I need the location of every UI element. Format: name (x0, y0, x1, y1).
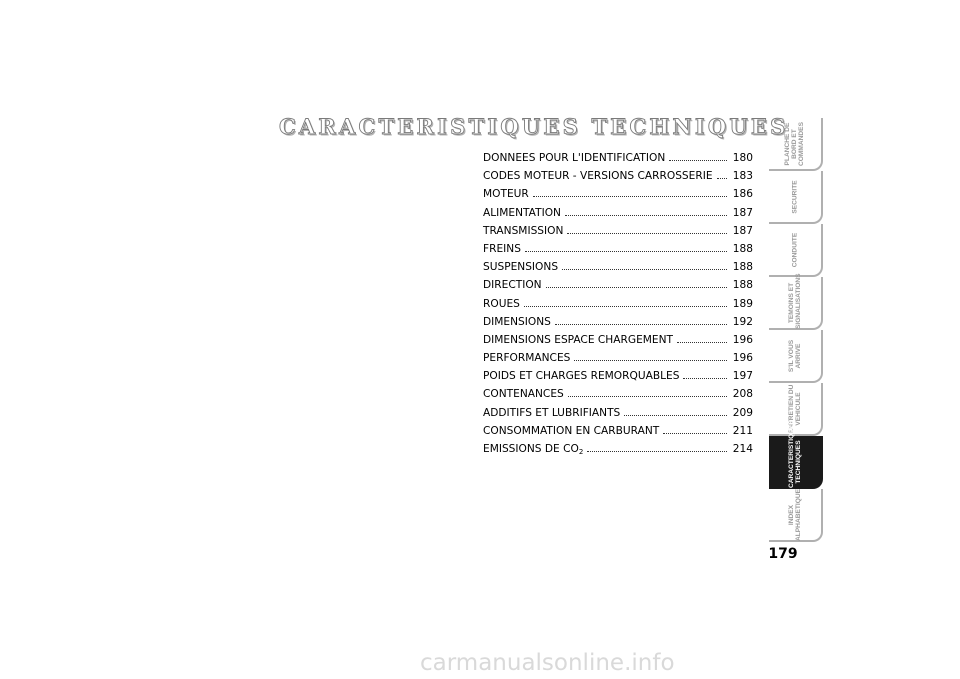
toc-entry[interactable] (483, 188, 753, 206)
chapter-tab-label: ENTRETIEN DU VEHICULE (787, 384, 802, 433)
chapter-tab[interactable] (769, 419, 823, 489)
chapter-tab[interactable] (769, 272, 823, 330)
toc-entry-label: FREINS (483, 242, 521, 255)
toc-entry-page: 196 (732, 352, 753, 365)
toc-entry-label: CONTENANCES (483, 388, 564, 401)
toc-dot-leader (567, 233, 727, 234)
chapter-tab-label: CARACTERISTIQUES TECHNIQUES (787, 419, 802, 488)
toc-dot-leader (677, 342, 727, 343)
toc-entry[interactable] (483, 298, 753, 316)
toc-dot-leader (524, 306, 727, 307)
toc-entry-label: ADDITIFS ET LUBRIFIANTS (483, 406, 621, 419)
toc-entry[interactable] (483, 279, 753, 297)
toc-entry-label: CODES MOTEUR - VERSIONS CARROSSERIE (483, 170, 713, 183)
toc-entry-page: 209 (732, 406, 753, 419)
toc-entry[interactable] (483, 261, 753, 279)
toc-entry-page: 192 (732, 315, 753, 328)
page-number: 179 (768, 546, 798, 562)
toc-entry-label: ALIMENTATION (483, 206, 561, 219)
toc-entry-label: POIDS ET CHARGES REMORQUABLES (483, 370, 680, 383)
toc-entry-label: PERFORMANCES (483, 352, 571, 365)
chapter-tab[interactable] (769, 224, 823, 277)
toc-entry-page: 187 (732, 206, 753, 219)
chapter-tab-label: INDEX ALPHABETIQUE (787, 488, 802, 541)
chapter-tab-label: PLANCHE DE BORD ET COMMANDES (784, 121, 806, 166)
toc-dot-leader (546, 287, 727, 288)
chapter-tab-label: CONDUITE (791, 232, 799, 267)
toc-dot-leader (587, 451, 727, 452)
toc-entry-label: SUSPENSIONS (483, 261, 559, 274)
toc-entry[interactable] (483, 207, 753, 225)
toc-entry[interactable] (483, 425, 753, 443)
toc-dot-leader (669, 160, 727, 161)
toc-entry-label: DIRECTION (483, 279, 542, 292)
toc-dot-leader (663, 433, 727, 434)
chapter-tab[interactable] (769, 330, 823, 383)
toc-entry-label: TRANSMISSION (483, 224, 564, 237)
toc-entry-page: 188 (732, 279, 753, 292)
watermark: carmanualsonline.info (420, 650, 675, 676)
toc-entry-page: 197 (732, 370, 753, 383)
toc-entry-page: 183 (732, 170, 753, 183)
table-of-contents (483, 152, 753, 461)
toc-dot-leader (525, 251, 727, 252)
toc-dot-leader (533, 196, 727, 197)
chapter-tab[interactable] (769, 383, 823, 436)
toc-entry-label: DIMENSIONS ESPACE CHARGEMENT (483, 333, 673, 346)
chapter-tab[interactable] (769, 489, 823, 542)
toc-entry-page: 208 (732, 388, 753, 401)
toc-entry-page: 211 (732, 424, 753, 437)
toc-entry-label: CONSOMMATION EN CARBURANT (483, 424, 660, 437)
toc-entry[interactable] (483, 243, 753, 261)
toc-dot-leader (555, 324, 727, 325)
toc-entry-page: 186 (732, 188, 753, 201)
toc-dot-leader (565, 215, 727, 216)
toc-entry-page: 214 (732, 443, 753, 455)
toc-dot-leader (562, 269, 727, 270)
toc-entry[interactable] (483, 225, 753, 243)
toc-entry[interactable] (483, 407, 753, 425)
toc-entry-label: MOTEUR (483, 188, 529, 201)
toc-dot-leader (717, 178, 727, 179)
toc-entry-label: ROUES (483, 297, 520, 310)
toc-dot-leader (568, 396, 727, 397)
chapter-tab-label: SECURITE (791, 179, 799, 214)
chapter-tab-label: S'IL VOUS ARRIVE (787, 339, 802, 372)
toc-entry-label: EMISSIONS DE $CO_2$ (483, 443, 584, 456)
page-title: CARACTERISTIQUES TECHNIQUES (279, 114, 789, 139)
toc-dot-leader (574, 360, 727, 361)
toc-dot-leader (683, 378, 727, 379)
toc-entry[interactable] (483, 334, 753, 352)
chapter-tab[interactable] (769, 171, 823, 224)
toc-entry-label: DONNEES POUR L'IDENTIFICATION (483, 152, 666, 164)
chapter-tab[interactable] (769, 118, 823, 171)
toc-entry[interactable] (483, 443, 753, 461)
toc-dot-leader (624, 415, 727, 416)
toc-entry[interactable] (483, 170, 753, 188)
chapter-tabs (769, 118, 823, 542)
toc-entry-page: 180 (732, 152, 753, 164)
toc-entry[interactable] (483, 370, 753, 388)
toc-entry-page: 189 (732, 297, 753, 310)
toc-entry[interactable] (483, 316, 753, 334)
toc-entry-page: 187 (732, 224, 753, 237)
chapter-tab-label: TEMOINS ET SIGNALISATIONS (787, 272, 802, 329)
toc-entry-label: DIMENSIONS (483, 315, 551, 328)
toc-entry[interactable] (483, 352, 753, 370)
toc-entry-page: 188 (732, 242, 753, 255)
toc-entry-page: 188 (732, 261, 753, 274)
toc-entry-page: 196 (732, 333, 753, 346)
toc-entry[interactable] (483, 388, 753, 406)
toc-entry-subscript: 2 (578, 448, 584, 456)
toc-entry[interactable] (483, 152, 753, 170)
